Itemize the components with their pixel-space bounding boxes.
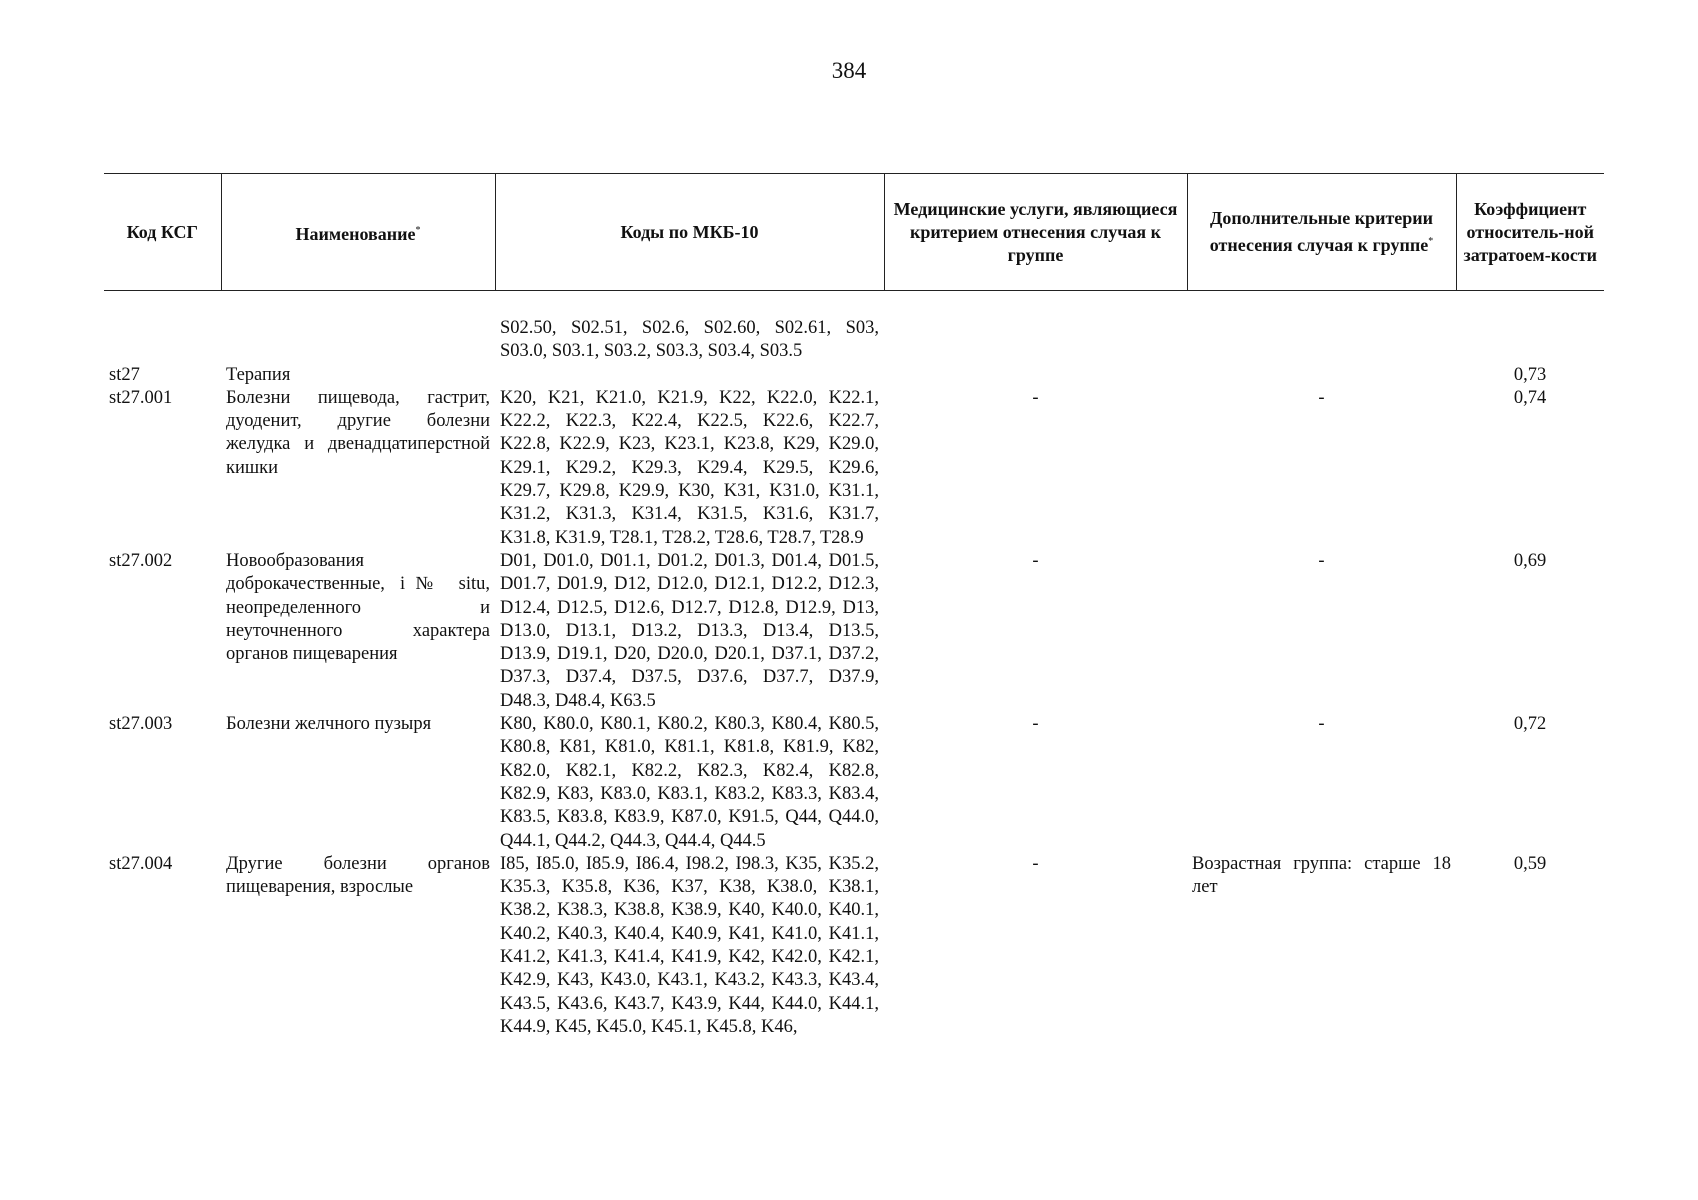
cell-criteria: [1187, 291, 1456, 364]
cell-code: st27.001: [109, 387, 173, 408]
cell-services: -: [1032, 714, 1039, 735]
cell-coef: 0,74: [1513, 387, 1547, 408]
cell-code: st27.003: [109, 714, 173, 735]
cell-name: Новообразования доброкачественные, i№ situ, неопределенного и неуточненного характера органов пищеварения: [226, 550, 490, 665]
cell-coef: 0,69: [1513, 550, 1547, 571]
cell-coef: 0,73: [1513, 364, 1547, 385]
cell-mkb: K80, K80.0, K80.1, K80.2, K80.3, K80.4, K80.5, K80.8, K81, K81.0, K81.1, K81.8, K81.9, K82, K82.0, K82.1, K82.2, K82.3, K82.4, K82.8, K82.9, K83, K83.0, K83.1, K83.2, K83.3, K83.4, K83.5, K83.8, K83.9, K87.0, K91.5, Q44, Q44.0, Q44.1, Q44.2, Q44.3, Q44.4, Q44.5: [500, 714, 879, 851]
cell-coef: 0,72: [1513, 714, 1547, 735]
cell-services: -: [1032, 550, 1039, 571]
cell-mkb: K20, K21, K21.0, K21.9, K22, K22.0, K22.1, K22.2, K22.3, K22.4, K22.5, K22.6, K22.7, K22.8, K22.9, K23, K23.1, K23.8, K29, K29.0, K29.1, K29.2, K29.3, K29.4, K29.5, K29.6, K29.7, K29.8, K29.9, K30, K31, K31.0, K31.1, K31.2, K31.3, K31.4, K31.5, K31.6, K31.7, K31.8, K31.9, T28.1, T28.2, T28.6, T28.7, T28.9: [500, 387, 879, 548]
table-row: [104, 387, 1604, 550]
table-row: [104, 550, 1604, 713]
cell-criteria: -: [1318, 714, 1325, 735]
header-code: Код КСГ: [104, 174, 221, 291]
cell-mkb: I85, I85.0, I85.9, I86.4, I98.2, I98.3, K35, K35.2, K35.3, K35.8, K36, K37, K38, K38.0, K38.1, K38.2, K38.3, K38.8, K38.9, K40, K40.0, K40.1, K40.2, K40.3, K40.4, K40.9, K41, K41.0, K41.1, K41.2, K41.3, K41.4, K41.9, K42, K42.0, K42.1, K42.9, K43, K43.0, K43.1, K43.2, K43.3, K43.4, K43.5, K43.6, K43.7, K43.9, K44, K44.0, K44.1, K44.9, K45, K45.0, K45.1, K45.8, K46,: [500, 853, 879, 1037]
table-row: [104, 291, 1604, 364]
cell-criteria: -: [1318, 387, 1325, 408]
cell-services: -: [1032, 387, 1039, 408]
cell-code: st27.002: [109, 550, 173, 571]
table-row: [104, 364, 1604, 387]
cell-mkb: D01, D01.0, D01.1, D01.2, D01.3, D01.4, D01.5, D01.7, D01.9, D12, D12.0, D12.1, D12.2, D12.3, D12.4, D12.5, D12.6, D12.7, D12.8, D12.9, D13, D13.0, D13.1, D13.2, D13.3, D13.4, D13.5, D13.9, D19.1, D20, D20.0, D20.1, D37.1, D37.2, D37.3, D37.4, D37.5, D37.6, D37.7, D37.9, D48.3, D48.4, K63.5: [500, 550, 879, 711]
table-header-row: [104, 174, 1604, 291]
table-row: [104, 853, 1604, 1039]
cell-name: [221, 291, 495, 364]
cell-criteria: -: [1318, 550, 1325, 571]
cell-mkb: S02.50, S02.51, S02.6, S02.60, S02.61, S03, S03.0, S03.1, S03.2, S03.3, S03.4, S03.5: [500, 318, 879, 362]
cell-name: Болезни пищевода, гастрит, дуоденит, другие болезни желудка и двенадцатиперстной кишки: [226, 387, 490, 478]
cell-coef: 0,59: [1513, 853, 1547, 874]
cell-code: st27.004: [109, 853, 173, 874]
header-mkb: Коды по МКБ-10: [495, 174, 884, 291]
header-services: Медицинские услуги, являющиеся критерием отнесения случая к группе: [884, 174, 1187, 291]
cell-coef: [1456, 291, 1604, 364]
footnote-mark: *: [415, 224, 421, 236]
cell-services: [884, 291, 1187, 364]
page-number: 384: [831, 58, 867, 83]
cell-services: [884, 364, 1187, 387]
table-row: [104, 713, 1604, 853]
cell-name: Болезни желчного пузыря: [226, 714, 432, 735]
cell-name: Другие болезни органов пищеварения, взрослые: [226, 853, 490, 898]
header-name: Наименование*: [221, 174, 495, 291]
cell-code: [104, 291, 221, 364]
cell-mkb: [495, 364, 884, 387]
cell-code: st27: [109, 364, 140, 385]
cell-name: Терапия: [226, 364, 291, 385]
cell-services: -: [1032, 853, 1039, 874]
footnote-mark: *: [1428, 236, 1434, 247]
cell-criteria: Возрастная группа: старше 18 лет: [1192, 853, 1451, 898]
cell-criteria: [1187, 364, 1456, 387]
header-coef: Коэффициент относитель-ной затратоем-кости: [1456, 174, 1604, 291]
ksg-table: [104, 173, 1604, 1039]
header-criteria: Дополнительные критерии отнесения случая к группе*: [1187, 174, 1456, 291]
